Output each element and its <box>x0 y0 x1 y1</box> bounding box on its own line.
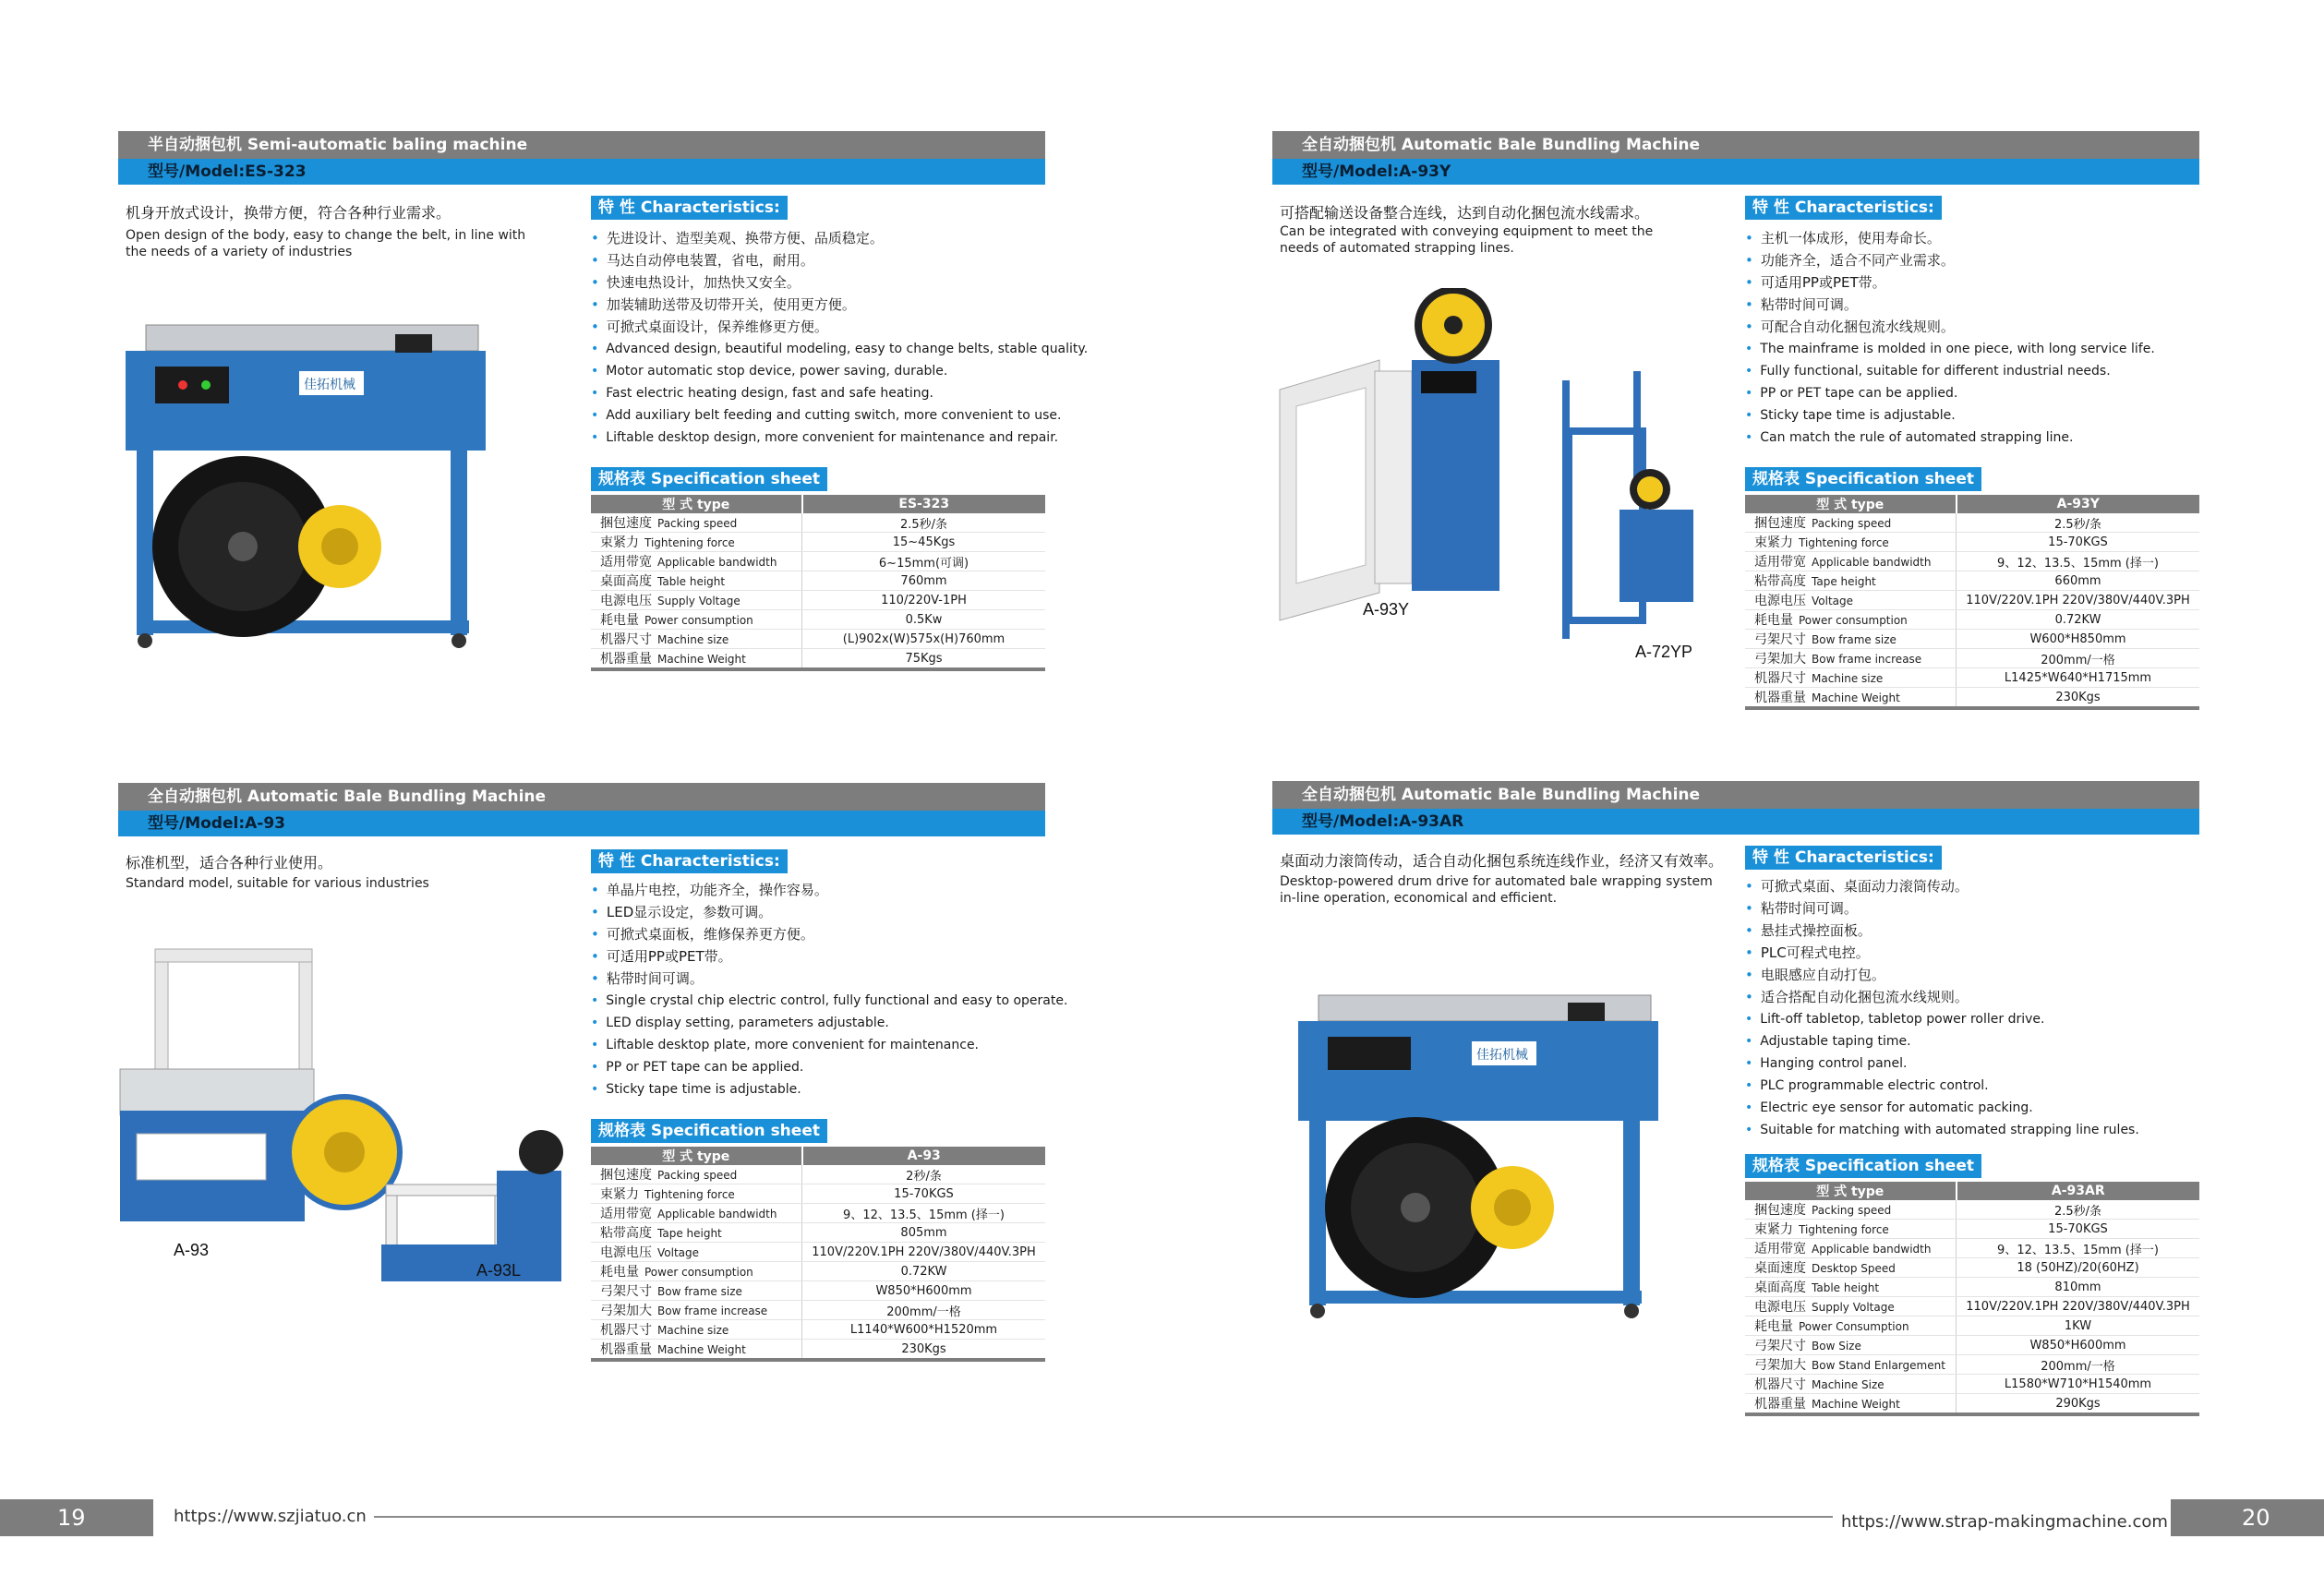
spec-value: 110V/220V.1PH 220V/380V/440V.3PH <box>1957 591 2200 610</box>
spec-label-cn: 弓架加大 <box>1754 652 1806 667</box>
feature-item: • 粘带时间可调。 <box>591 968 1067 990</box>
spec-title: 规格表 Specification sheet <box>591 467 827 491</box>
spec-label-cn: 机器重量 <box>1754 691 1806 705</box>
spec-label-en: Packing speed <box>657 1169 738 1182</box>
spec-label-en: Applicable bandwidth <box>1812 556 1932 569</box>
spec-label-en: Packing speed <box>657 517 738 530</box>
spec-label-cn: 耗电量 <box>1754 613 1793 628</box>
feature-item: • 单晶片电控，功能齐全，操作容易。 <box>591 879 1067 901</box>
spec-value: 0.72KW <box>1957 610 2200 630</box>
right-page-number: 20 <box>2242 1505 2270 1531</box>
spec-label-cn: 束紧力 <box>600 1187 639 1202</box>
spec-value: W850*H600mm <box>1957 1336 2200 1355</box>
spec-value: 200mm/一格 <box>1957 649 2200 668</box>
spec-label-cn: 桌面速度 <box>1754 1261 1806 1276</box>
characteristics-title: 特 性 Characteristics: <box>1745 846 1942 870</box>
feature-item: • Can match the rule of automated strapping line. <box>1745 427 2155 449</box>
feature-item: • 可掀式桌面、桌面动力滚筒传动。 <box>1745 875 2139 897</box>
spec-label-en: Voltage <box>1812 595 1854 607</box>
spec-label-cn: 适用带宽 <box>1754 555 1806 570</box>
spec-label-cn: 机器重量 <box>600 1342 652 1357</box>
spec-label-en: Packing speed <box>1812 517 1892 530</box>
intro-en: Standard model, suitable for various industries <box>126 876 429 891</box>
spec-value: 110V/220V.1PH 220V/380V/440V.3PH <box>802 1243 1046 1262</box>
spec-value: 9、12、13.5、15mm (择一) <box>1957 552 2200 571</box>
logo-text: 佳拓机械 <box>304 378 355 392</box>
intro-cn: 机身开放式设计，换带方便，符合各种行业需求。 <box>126 204 452 222</box>
spec-title: 规格表 Specification sheet <box>591 1119 827 1143</box>
spec-value: 15-70KGS <box>802 1184 1046 1204</box>
spec-header-type: 型 式 type <box>591 495 802 513</box>
feature-item: • 先进设计、造型美观、换带方便、品质稳定。 <box>591 227 1088 249</box>
spec-value: 75Kgs <box>802 649 1046 670</box>
spec-value: 18 (50HZ)/20(60HZ) <box>1957 1258 2200 1278</box>
intro-en: Open design of the body, easy to change the belt, in line with the needs of a variety of industries <box>126 228 526 259</box>
spec-label-en: Machine Weight <box>657 653 746 666</box>
feature-item: • 加装辅助送带及切带开关，使用更方便。 <box>591 294 1088 316</box>
feature-item: • LED display setting, parameters adjustable. <box>591 1012 1067 1034</box>
section-header: 全自动捆包机 Automatic Bale Bundling Machine <box>1272 781 2199 809</box>
spec-label-cn: 束紧力 <box>1754 1222 1793 1237</box>
model-bar: 型号/Model:ES-323 <box>118 159 1045 185</box>
spec-label-en: Tape height <box>1812 575 1876 588</box>
characteristics-title: 特 性 Characteristics: <box>591 196 788 220</box>
feature-item: • 悬挂式操控面板。 <box>1745 920 2139 942</box>
left-page-number: 19 <box>57 1505 86 1531</box>
spec-label-cn: 适用带宽 <box>600 555 652 570</box>
spec-label-en: Bow frame increase <box>1812 653 1922 666</box>
spec-table <box>1745 495 2199 710</box>
section-a-93ar <box>1272 781 2199 1427</box>
feature-item: • LED显示设定，参数可调。 <box>591 901 1067 923</box>
spec-table <box>591 495 1045 671</box>
spec-label-cn: 机器尺寸 <box>600 1323 652 1338</box>
machine-image-es-323 <box>118 316 515 657</box>
spec-label-en: Machine size <box>657 633 729 646</box>
spec-label-en: Machine Size <box>1812 1378 1884 1391</box>
spec-label-en: Machine Weight <box>1812 691 1900 704</box>
machine-image-a-93y <box>1278 288 1703 676</box>
spec-value: 805mm <box>802 1223 1046 1243</box>
intro-en: Desktop-powered drum drive for automated bale wrapping system in-line operation, economical and efficient. <box>1280 874 1713 906</box>
spec-value: 110/220V-1PH <box>802 591 1046 610</box>
spec-header-type: 型 式 type <box>591 1147 802 1165</box>
spec-value: 290Kgs <box>1957 1394 2200 1415</box>
model-bar: 型号/Model:A-93AR <box>1272 809 2199 835</box>
spec-label-cn: 机器尺寸 <box>600 632 652 647</box>
feature-item: • Single crystal chip electric control, fully functional and easy to operate. <box>591 990 1067 1012</box>
feature-item: • Fast electric heating design, fast and safe heating. <box>591 382 1088 404</box>
spec-value: 15-70KGS <box>1957 533 2200 552</box>
spec-value: 110V/220V.1PH 220V/380V/440V.3PH <box>1957 1297 2200 1316</box>
spec-value: 9、12、13.5、15mm (择一) <box>802 1204 1046 1223</box>
feature-item: • Hanging control panel. <box>1745 1052 2139 1075</box>
spec-label-cn: 桌面高度 <box>1754 1280 1806 1295</box>
feature-item: • PP or PET tape can be applied. <box>591 1056 1067 1078</box>
spec-value: L1580*W710*H1540mm <box>1957 1375 2200 1394</box>
feature-item: • 马达自动停电装置，省电，耐用。 <box>591 249 1088 271</box>
spec-value: 9、12、13.5、15mm (择一) <box>1957 1239 2200 1258</box>
spec-label-cn: 机器重量 <box>1754 1397 1806 1412</box>
spec-label-en: Tightening force <box>1799 536 1889 549</box>
spec-value: 15-70KGS <box>1957 1220 2200 1239</box>
section-header: 全自动捆包机 Automatic Bale Bundling Machine <box>118 783 1045 811</box>
characteristics-title: 特 性 Characteristics: <box>1745 196 1942 220</box>
feature-item: • Liftable desktop plate, more convenient for maintenance. <box>591 1034 1067 1056</box>
label-a-93y: A-93Y <box>1363 600 1410 619</box>
features-list <box>591 879 1067 1100</box>
spec-label-en: Applicable bandwidth <box>657 556 777 569</box>
spec-value: 200mm/一格 <box>1957 1355 2200 1375</box>
feature-item: • 可配合自动化捆包流水线规则。 <box>1745 316 2155 338</box>
model-bar: 型号/Model:A-93Y <box>1272 159 2199 185</box>
spec-label-cn: 适用带宽 <box>600 1207 652 1221</box>
feature-item: • Sticky tape time is adjustable. <box>1745 404 2155 427</box>
feature-item: • Sticky tape time is adjustable. <box>591 1078 1067 1100</box>
feature-item: • Electric eye sensor for automatic packing. <box>1745 1097 2139 1119</box>
spec-value: 760mm <box>802 571 1046 591</box>
spec-value: 15~45Kgs <box>802 533 1046 552</box>
feature-item: • 适合搭配自动化捆包流水线规则。 <box>1745 986 2139 1008</box>
model-bar: 型号/Model:A-93 <box>118 811 1045 836</box>
spec-value: 0.72KW <box>802 1262 1046 1281</box>
spec-value: 230Kgs <box>1957 688 2200 709</box>
spec-label-en: Machine Weight <box>1812 1398 1900 1411</box>
spec-label-en: Bow frame size <box>657 1285 742 1298</box>
spec-label-en: Packing speed <box>1812 1204 1892 1217</box>
spec-label-en: Power consumption <box>1799 614 1908 627</box>
spec-label-en: Supply Voltage <box>657 595 741 607</box>
spec-header-model: ES-323 <box>802 495 1046 513</box>
section-header: 全自动捆包机 Automatic Bale Bundling Machine <box>1272 131 2199 159</box>
features-list <box>1745 875 2139 1141</box>
spec-label-cn: 捆包速度 <box>1754 1203 1806 1218</box>
spec-value: 0.5Kw <box>802 610 1046 630</box>
spec-label-cn: 机器尺寸 <box>1754 671 1806 686</box>
spec-label-en: Bow frame increase <box>657 1304 768 1317</box>
spec-label-en: Bow Stand Enlargement <box>1812 1359 1945 1372</box>
spec-value: 810mm <box>1957 1278 2200 1297</box>
spec-label-cn: 电源电压 <box>1754 1300 1806 1315</box>
feature-item: • 可掀式桌面设计，保养维修更方便。 <box>591 316 1088 338</box>
feature-item: • The mainframe is molded in one piece, with long service life. <box>1745 338 2155 360</box>
spec-label-en: Tightening force <box>644 536 735 549</box>
spec-label-en: Machine size <box>1812 672 1884 685</box>
intro-cn: 桌面动力滚筒传动，适合自动化捆包系统连线作业，经济又有效率。 <box>1280 852 1724 870</box>
section-a-93 <box>118 783 1068 1374</box>
spec-header-model: A-93AR <box>1957 1182 2200 1200</box>
spec-label-cn: 电源电压 <box>600 594 652 608</box>
intro-en: Can be integrated with conveying equipment to meet the needs of automated strapping lines. <box>1280 224 1654 256</box>
feature-item: • 电眼感应自动打包。 <box>1745 964 2139 986</box>
spec-label-en: Tightening force <box>1799 1223 1889 1236</box>
spec-label-cn: 桌面高度 <box>600 574 652 589</box>
spec-label-en: Supply Voltage <box>1812 1301 1895 1314</box>
label-a-72yp: A-72YP <box>1635 643 1693 661</box>
spec-label-cn: 弓架尺寸 <box>1754 1339 1806 1353</box>
left-url-link[interactable]: https://www.szjiatuo.cn <box>174 1507 367 1526</box>
section-es-323 <box>118 131 1089 685</box>
spec-value: 200mm/一格 <box>802 1301 1046 1320</box>
spec-value: 660mm <box>1957 571 2200 591</box>
section-header: 半自动捆包机 Semi-automatic baling machine <box>118 131 1045 159</box>
feature-item: • Advanced design, beautiful modeling, easy to change belts, stable quality. <box>591 338 1088 360</box>
feature-item: • PP or PET tape can be applied. <box>1745 382 2155 404</box>
spec-label-en: Power consumption <box>644 614 753 627</box>
feature-item: • 可掀式桌面板，维修保养更方便。 <box>591 923 1067 945</box>
spec-value: L1425*W640*H1715mm <box>1957 668 2200 688</box>
spec-label-en: Applicable bandwidth <box>1812 1243 1932 1256</box>
spec-value: 2.5秒/条 <box>1957 1200 2200 1220</box>
spec-label-cn: 弓架尺寸 <box>600 1284 652 1299</box>
intro-cn: 可搭配输送设备整合连线，达到自动化捆包流水线需求。 <box>1280 204 1650 222</box>
feature-item: • 粘带时间可调。 <box>1745 897 2139 920</box>
spec-label-en: Machine Weight <box>657 1343 746 1356</box>
spec-label-en: Power Consumption <box>1799 1320 1909 1333</box>
spec-label-en: Tape height <box>657 1227 722 1240</box>
spec-label-cn: 弓架加大 <box>1754 1358 1806 1373</box>
spec-value: 230Kgs <box>802 1340 1046 1361</box>
spec-label-en: Power consumption <box>644 1266 753 1279</box>
spec-label-en: Table height <box>657 575 726 588</box>
spec-value: 6~15mm(可调) <box>802 552 1046 571</box>
spec-label-cn: 耗电量 <box>600 1265 639 1280</box>
spec-title: 规格表 Specification sheet <box>1745 1154 1981 1178</box>
spec-value: L1140*W600*H1520mm <box>802 1320 1046 1340</box>
spec-table <box>1745 1182 2199 1416</box>
spec-label-cn: 捆包速度 <box>600 1168 652 1183</box>
machine-image-a-93ar <box>1291 986 1688 1328</box>
spec-label-en: Applicable bandwidth <box>657 1208 777 1220</box>
spec-value: W600*H850mm <box>1957 630 2200 649</box>
spec-value: 2秒/条 <box>802 1165 1046 1184</box>
spec-header-model: A-93 <box>802 1147 1046 1165</box>
spec-label-en: Tightening force <box>644 1188 735 1201</box>
feature-item: • Suitable for matching with automated strapping line rules. <box>1745 1119 2139 1141</box>
logo-text: 佳拓机械 <box>1476 1048 1528 1063</box>
footer <box>0 1499 2324 1536</box>
intro-cn: 标准机型，适合各种行业使用。 <box>126 854 333 872</box>
spec-label-cn: 粘带高度 <box>1754 574 1806 589</box>
feature-item: • 粘带时间可调。 <box>1745 294 2155 316</box>
spec-label-cn: 机器重量 <box>600 652 652 667</box>
spec-label-cn: 电源电压 <box>1754 594 1806 608</box>
spec-label-en: Bow Size <box>1812 1340 1861 1353</box>
features-list <box>1745 227 2155 449</box>
feature-item: • 可适用PP或PET带。 <box>1745 271 2155 294</box>
spec-label-cn: 电源电压 <box>600 1245 652 1260</box>
spec-label-cn: 耗电量 <box>600 613 639 628</box>
spec-label-en: Table height <box>1812 1281 1880 1294</box>
spec-label-en: Machine size <box>657 1324 729 1337</box>
spec-header-type: 型 式 type <box>1745 495 1957 513</box>
spec-label-cn: 粘带高度 <box>600 1226 652 1241</box>
features-list <box>591 227 1088 449</box>
spec-value: 2.5秒/条 <box>802 513 1046 533</box>
spec-label-cn: 束紧力 <box>600 535 639 550</box>
spec-label-en: Voltage <box>657 1246 700 1259</box>
feature-item: • Adjustable taping time. <box>1745 1030 2139 1052</box>
spec-label-en: Desktop Speed <box>1812 1262 1896 1275</box>
right-url-link[interactable]: https://www.strap-makingmachine.com <box>1841 1512 2168 1532</box>
spec-header-type: 型 式 type <box>1745 1182 1957 1200</box>
feature-item: • 功能齐全，适合不同产业需求。 <box>1745 249 2155 271</box>
feature-item: • 可适用PP或PET带。 <box>591 945 1067 968</box>
spec-header-model: A-93Y <box>1957 495 2200 513</box>
spec-label-cn: 束紧力 <box>1754 535 1793 550</box>
spec-table <box>591 1147 1045 1362</box>
spec-value: 1KW <box>1957 1316 2200 1336</box>
footer-divider <box>374 1516 1833 1518</box>
spec-label-cn: 适用带宽 <box>1754 1242 1806 1256</box>
feature-item: • 快速电热设计，加热快又安全。 <box>591 271 1088 294</box>
spec-title: 规格表 Specification sheet <box>1745 467 1981 491</box>
spec-label-en: Bow frame size <box>1812 633 1897 646</box>
spec-value: W850*H600mm <box>802 1281 1046 1301</box>
feature-item: • Lift-off tabletop, tabletop power roller drive. <box>1745 1008 2139 1030</box>
label-a-93l: A-93L <box>476 1261 522 1280</box>
spec-label-cn: 耗电量 <box>1754 1319 1793 1334</box>
spec-label-cn: 弓架加大 <box>600 1304 652 1318</box>
feature-item: • PLC programmable electric control. <box>1745 1075 2139 1097</box>
spec-label-cn: 弓架尺寸 <box>1754 632 1806 647</box>
label-a-93: A-93 <box>174 1241 210 1259</box>
spec-label-cn: 捆包速度 <box>600 516 652 531</box>
spec-value: (L)902x(W)575x(H)760mm <box>802 630 1046 649</box>
characteristics-title: 特 性 Characteristics: <box>591 849 788 873</box>
feature-item: • 主机一体成形，使用寿命长。 <box>1745 227 2155 249</box>
feature-item: • PLC可程式电控。 <box>1745 942 2139 964</box>
feature-item: • Fully functional, suitable for different industrial needs. <box>1745 360 2155 382</box>
spec-label-cn: 机器尺寸 <box>1754 1377 1806 1392</box>
feature-item: • Add auxiliary belt feeding and cutting switch, more convenient to use. <box>591 404 1088 427</box>
feature-item: • Motor automatic stop device, power saving, durable. <box>591 360 1088 382</box>
spec-label-cn: 捆包速度 <box>1754 516 1806 531</box>
section-a-93y <box>1272 131 2199 722</box>
feature-item: • Liftable desktop design, more convenient for maintenance and repair. <box>591 427 1088 449</box>
spec-value: 2.5秒/条 <box>1957 513 2200 533</box>
